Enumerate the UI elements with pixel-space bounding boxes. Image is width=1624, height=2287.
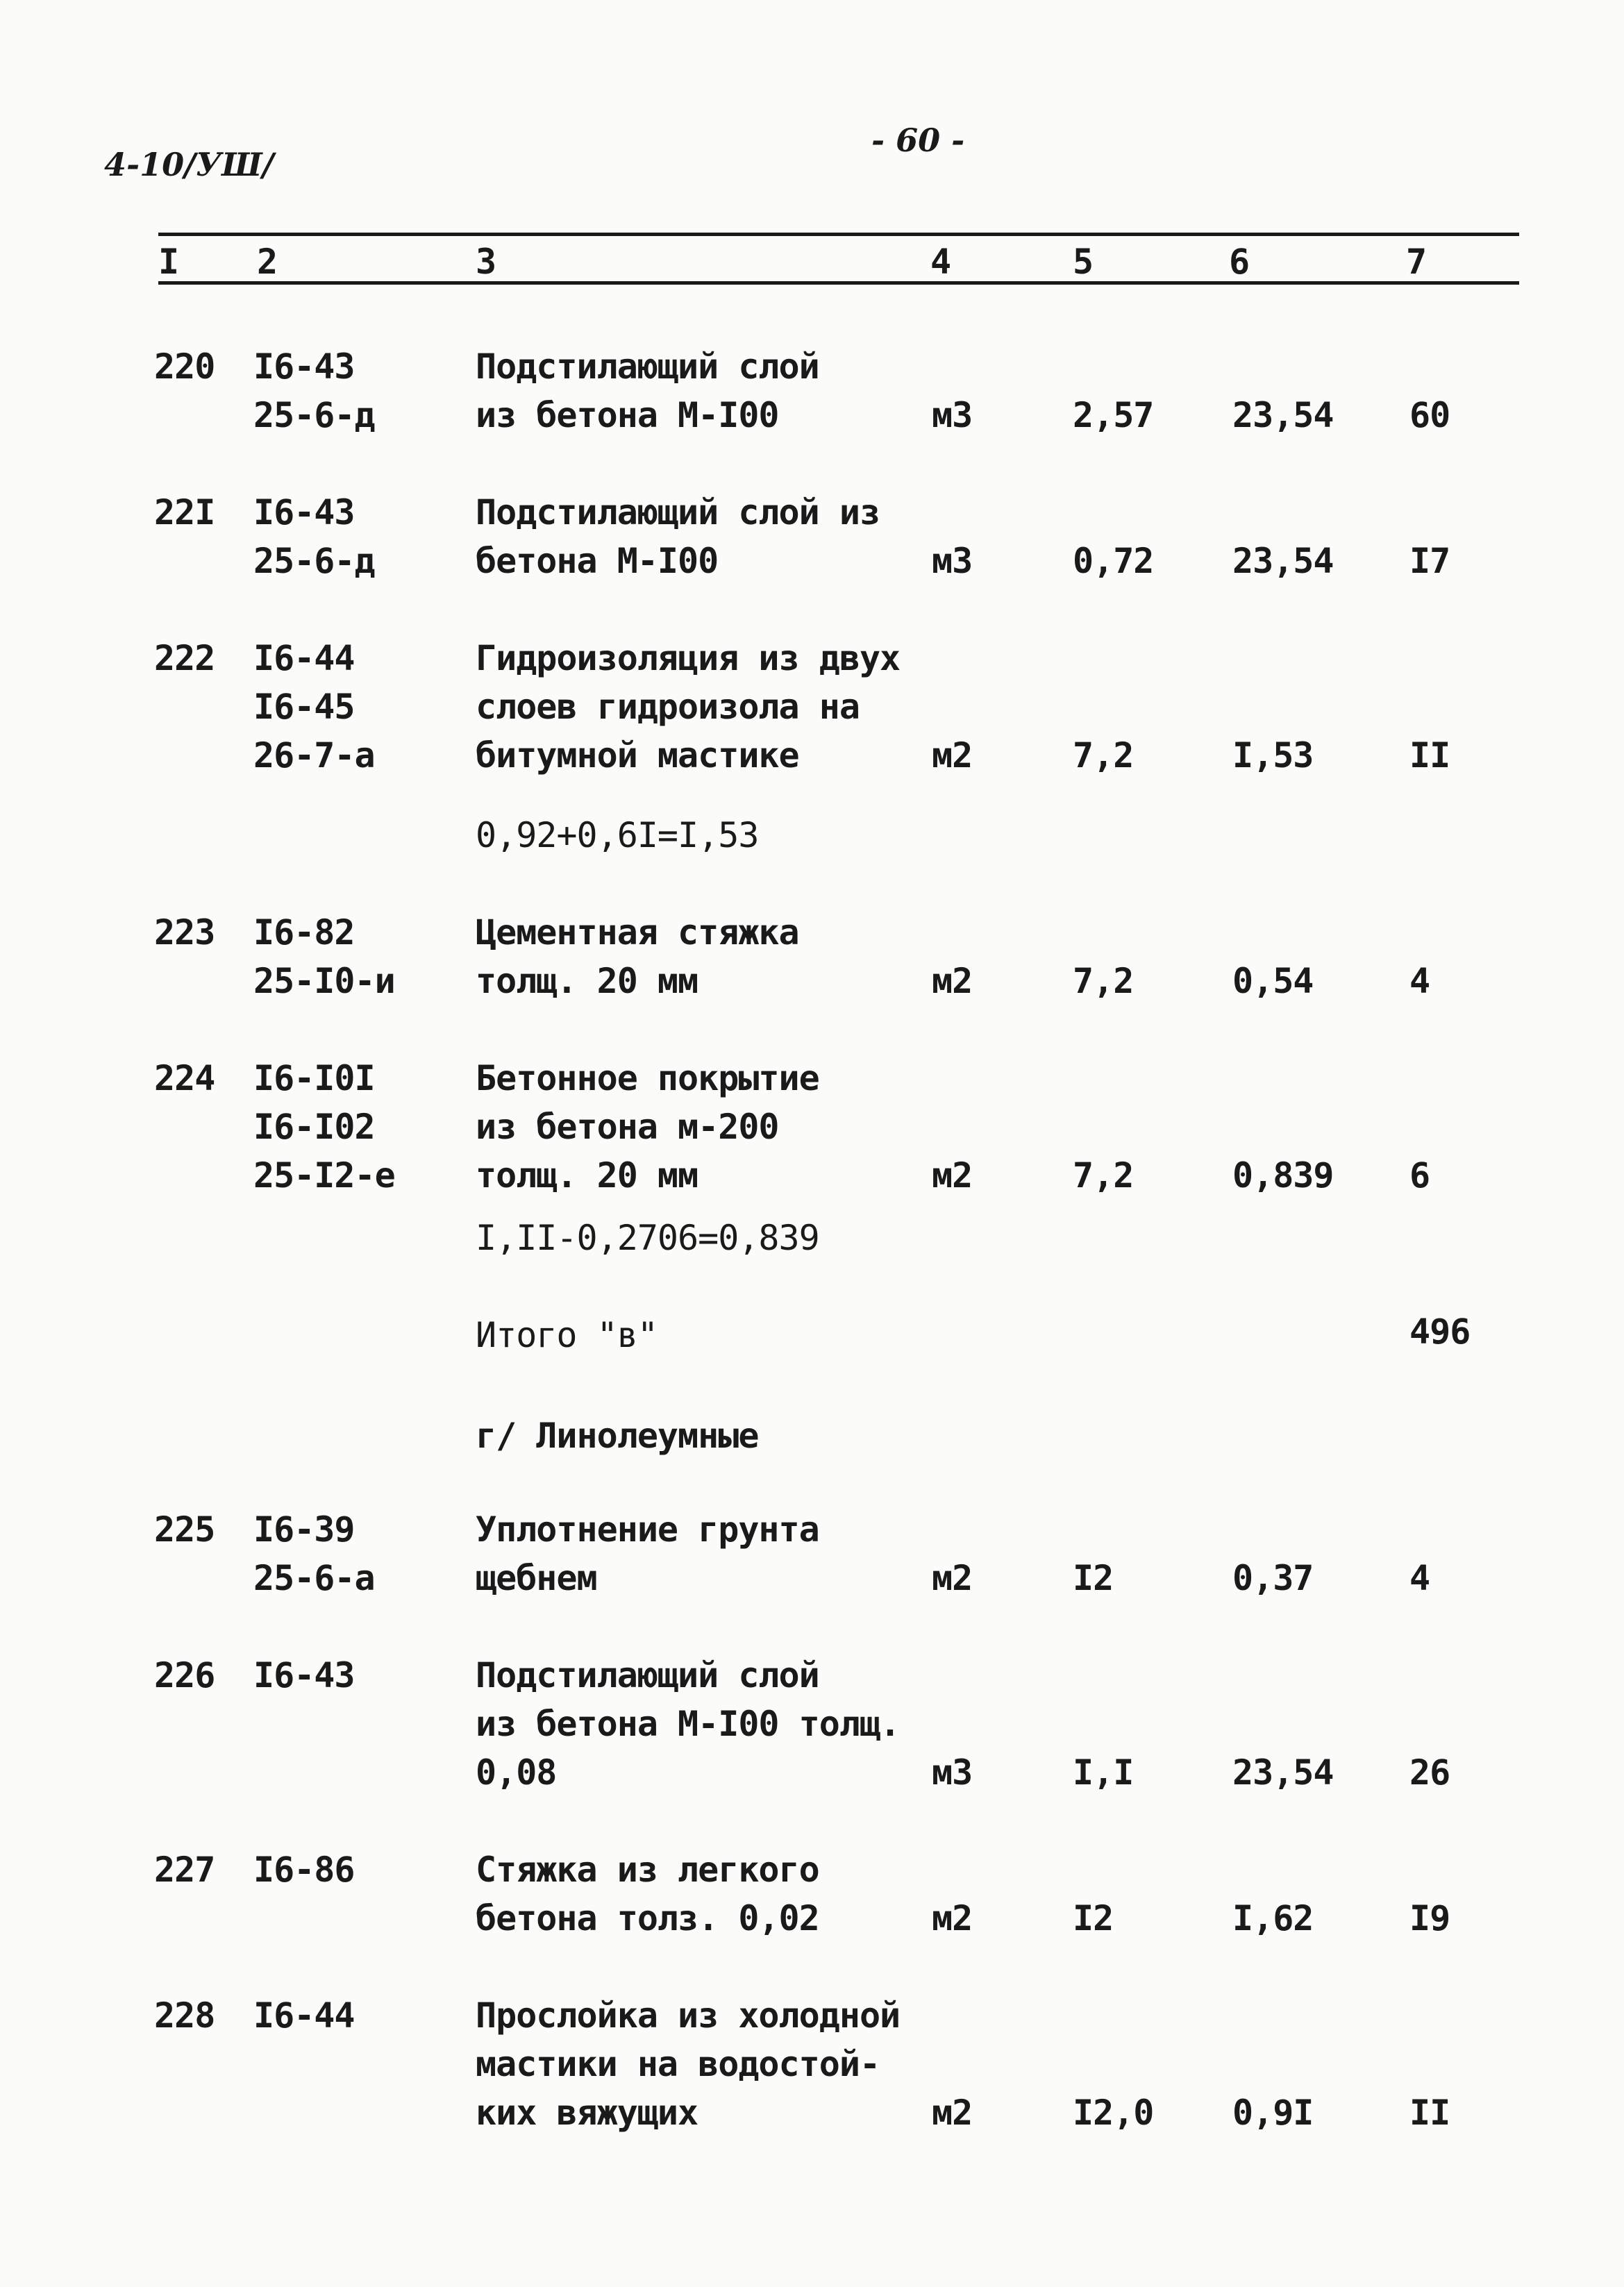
row-unit: м2 bbox=[932, 735, 973, 776]
row-price: 0,54 bbox=[1232, 961, 1314, 1001]
row-description: Подстилающий слой из бетона М-I00 bbox=[476, 492, 880, 581]
row-quantity: I2 bbox=[1073, 1898, 1114, 1938]
row-description: Уплотнение грунта щебнем bbox=[476, 1509, 819, 1598]
column-header-2: 2 bbox=[257, 242, 278, 282]
column-header-7: 7 bbox=[1406, 242, 1428, 282]
row-quantity: I,I bbox=[1073, 1752, 1134, 1793]
column-header-3: 3 bbox=[476, 242, 497, 282]
row-description: Подстилающий слой из бетона М-I00 bbox=[476, 346, 819, 435]
row-number: 223 bbox=[154, 912, 215, 953]
row-total: II bbox=[1409, 2093, 1450, 2133]
column-header-4: 4 bbox=[930, 242, 952, 282]
row-unit: м2 bbox=[932, 961, 973, 1001]
row-number: 225 bbox=[154, 1509, 215, 1550]
row-price: I,62 bbox=[1232, 1898, 1314, 1938]
row-total: I7 bbox=[1409, 541, 1450, 581]
row-unit: м3 bbox=[932, 395, 973, 435]
row-codes: I6-43 25-6-д bbox=[253, 346, 375, 435]
row-quantity: I2 bbox=[1073, 1558, 1114, 1598]
row-description: Бетонное покрытие из бетона м-200 толщ. 20 мм bbox=[476, 1058, 819, 1196]
row-price: 0,839 bbox=[1232, 1155, 1334, 1196]
row-unit: м3 bbox=[932, 1752, 973, 1793]
subtotal-value: 496 bbox=[1409, 1312, 1471, 1352]
row-quantity: 7,2 bbox=[1073, 961, 1134, 1001]
row-codes: I6-86 bbox=[253, 1850, 355, 1890]
row-total: 60 bbox=[1409, 395, 1450, 435]
row-codes: I6-I0I I6-I02 25-I2-е bbox=[253, 1058, 395, 1196]
row-codes: I6-39 25-6-а bbox=[253, 1509, 375, 1598]
row-number: 228 bbox=[154, 1995, 215, 2036]
row-description: Прослойка из холодной мастики на водостой- ких вяжущих bbox=[476, 1995, 901, 2133]
table-top-rule bbox=[158, 233, 1519, 236]
row-description: Подстилающий слой из бетона М-I00 толщ. 0,08 bbox=[476, 1655, 901, 1793]
row-codes: I6-44 bbox=[253, 1995, 355, 2036]
section-heading: г/ Линолеумные bbox=[476, 1416, 759, 1456]
row-quantity: 7,2 bbox=[1073, 1155, 1134, 1196]
row-total: I9 bbox=[1409, 1898, 1450, 1938]
row-quantity: 7,2 bbox=[1073, 735, 1134, 776]
row-unit: м2 bbox=[932, 1898, 973, 1938]
row-calculation: 0,92+0,6I=I,53 bbox=[476, 815, 759, 855]
row-price: 23,54 bbox=[1232, 395, 1334, 435]
row-number: 22I bbox=[154, 492, 215, 533]
row-total: 4 bbox=[1409, 961, 1430, 1001]
row-number: 224 bbox=[154, 1058, 215, 1098]
row-calculation: I,II-0,2706=0,839 bbox=[476, 1218, 819, 1258]
row-price: 23,54 bbox=[1232, 541, 1334, 581]
row-price: 23,54 bbox=[1232, 1752, 1334, 1793]
row-quantity: 2,57 bbox=[1073, 395, 1154, 435]
row-number: 226 bbox=[154, 1655, 215, 1695]
row-number: 220 bbox=[154, 346, 215, 387]
row-number: 222 bbox=[154, 638, 215, 678]
row-number: 227 bbox=[154, 1850, 215, 1890]
column-header-5: 5 bbox=[1073, 242, 1094, 282]
row-quantity: 0,72 bbox=[1073, 541, 1154, 581]
row-total: 26 bbox=[1409, 1752, 1450, 1793]
column-header-1: I bbox=[158, 242, 180, 282]
row-codes: I6-44 I6-45 26-7-а bbox=[253, 638, 375, 776]
row-price: 0,9I bbox=[1232, 2093, 1314, 2133]
row-unit: м2 bbox=[932, 1558, 973, 1598]
row-description: Стяжка из легкого бетона толз. 0,02 bbox=[476, 1850, 819, 1938]
document-mark: 4-10/УШ/ bbox=[104, 146, 274, 183]
row-codes: I6-43 bbox=[253, 1655, 355, 1695]
column-header-6: 6 bbox=[1229, 242, 1250, 282]
header-bottom-rule bbox=[158, 281, 1519, 285]
row-unit: м3 bbox=[932, 541, 973, 581]
row-codes: I6-82 25-I0-и bbox=[253, 912, 395, 1001]
row-quantity: I2,0 bbox=[1073, 2093, 1154, 2133]
row-total: 6 bbox=[1409, 1155, 1430, 1196]
page-number: - 60 - bbox=[871, 122, 965, 159]
row-total: 4 bbox=[1409, 1558, 1430, 1598]
subtotal-label: Итого "в" bbox=[476, 1315, 658, 1355]
row-unit: м2 bbox=[932, 1155, 973, 1196]
row-codes: I6-43 25-6-д bbox=[253, 492, 375, 581]
row-price: I,53 bbox=[1232, 735, 1314, 776]
row-description: Цементная стяжка толщ. 20 мм bbox=[476, 912, 799, 1001]
row-description: Гидроизоляция из двух слоев гидроизола на битумной мастике bbox=[476, 638, 901, 776]
row-price: 0,37 bbox=[1232, 1558, 1314, 1598]
row-total: II bbox=[1409, 735, 1450, 776]
row-unit: м2 bbox=[932, 2093, 973, 2133]
